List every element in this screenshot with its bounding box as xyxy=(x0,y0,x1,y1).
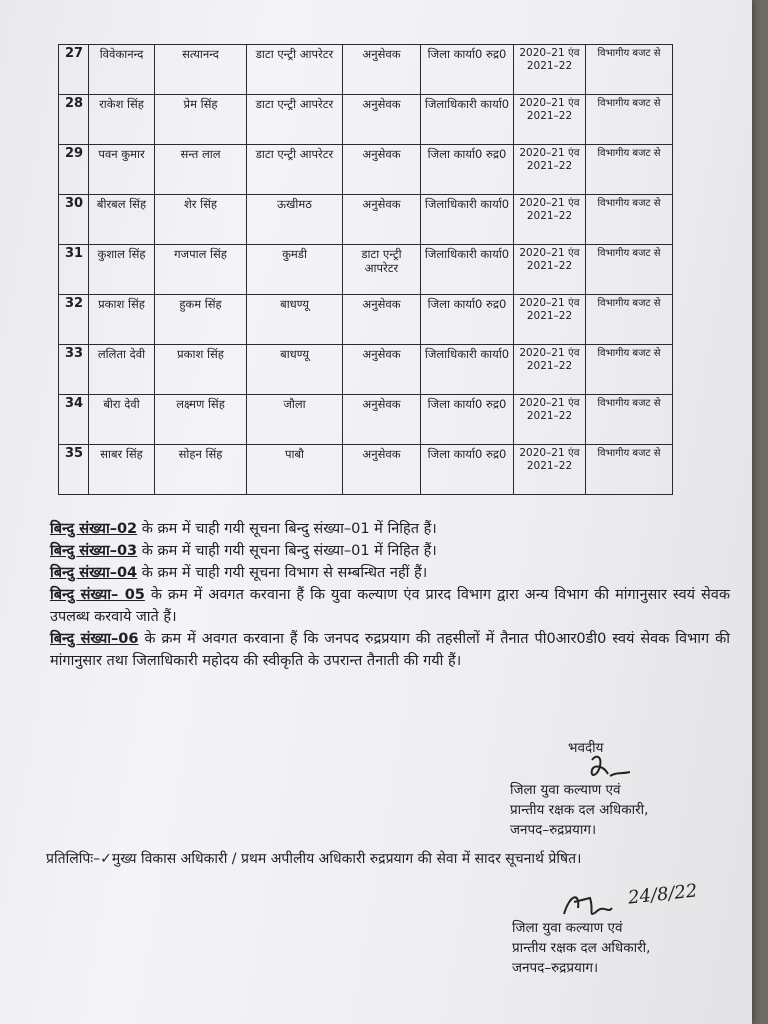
note-text: के क्रम में चाही गयी सूचना बिन्दु संख्या–01 में निहित हैं। xyxy=(137,521,437,537)
table-row xyxy=(59,345,673,395)
place-cell: बाधण्यू xyxy=(247,295,343,345)
father-name-cell: हुकम सिंह xyxy=(155,295,247,345)
table-row xyxy=(59,45,673,95)
check-mark-icon: ✓ xyxy=(100,851,112,867)
designation-line-2: प्रान्तीय रक्षक दल अधिकारी, xyxy=(510,802,649,818)
table-row xyxy=(59,145,673,195)
year-cell: 2020–21 एंव 2021–22 xyxy=(514,445,586,495)
serial-number-cell: 30 xyxy=(59,195,89,245)
father-name-cell: सोहन सिंह xyxy=(155,445,247,495)
office-cell: जिला कार्या0 रुद्र0 xyxy=(421,295,514,345)
name-cell: विवेकानन्द xyxy=(89,45,155,95)
table-row xyxy=(59,295,673,345)
note-label: बिन्दु संख्या–06 xyxy=(50,631,139,647)
serial-number-cell: 34 xyxy=(59,395,89,445)
serial-number-cell: 29 xyxy=(59,145,89,195)
name-cell: पवन कुमार xyxy=(89,145,155,195)
note-label: बिन्दु संख्या–04 xyxy=(50,565,138,581)
note-label: बिन्दु संख्या–02 xyxy=(50,521,138,537)
designation-line-1: जिला युवा कल्याण एवं xyxy=(512,920,623,936)
serial-number-cell: 27 xyxy=(59,45,89,95)
post-cell: अनुसेवक xyxy=(343,95,421,145)
table-row xyxy=(59,195,673,245)
post-cell: अनुसेवक xyxy=(343,445,421,495)
note-02 xyxy=(50,518,730,540)
note-text: के क्रम में अवगत करवाना हैं कि युवा कल्याण एंव प्रारद विभाग द्वारा अन्य विभाग की मांगानुसार स्वयं सेवक उपलब्ध करवाये जाते हैं। xyxy=(50,587,730,625)
father-name-cell: सन्त लाल xyxy=(155,145,247,195)
office-cell: जिलाधिकारी कार्या0 xyxy=(421,345,514,395)
table-row xyxy=(59,95,673,145)
signature-block-1 xyxy=(510,738,730,840)
volunteer-table-wrapper xyxy=(58,44,672,495)
note-06 xyxy=(50,628,730,672)
note-05 xyxy=(50,584,730,628)
table-body xyxy=(59,45,673,495)
place-cell: डाटा एन्ट्री आपरेटर xyxy=(247,95,343,145)
name-cell: प्रकाश सिंह xyxy=(89,295,155,345)
place-cell: पाबौ xyxy=(247,445,343,495)
budget-cell: विभागीय बजट से xyxy=(586,345,673,395)
note-text: के क्रम में अवगत करवाना हैं कि जनपद रुद्रप्रयाग की तहसीलों में तैनात पी0आर0डी0 स्वयं सेवक विभाग की मांगानुसार तथा जिलाधिकारी महोदय की स्वीकृति के उपरान्त तैनाती की गयी हैं। xyxy=(50,631,730,669)
copy-label: प्रतिलिपिः– xyxy=(46,851,101,867)
serial-number-cell: 28 xyxy=(59,95,89,145)
place-cell: ऊखीमठ xyxy=(247,195,343,245)
table-row xyxy=(59,445,673,495)
office-cell: जिलाधिकारी कार्या0 xyxy=(421,95,514,145)
year-cell: 2020–21 एंव 2021–22 xyxy=(514,95,586,145)
name-cell: बीरा देवी xyxy=(89,395,155,445)
father-name-cell: गजपाल सिंह xyxy=(155,245,247,295)
place-cell: डाटा एन्ट्री आपरेटर xyxy=(247,45,343,95)
place-cell: डाटा एन्ट्री आपरेटर xyxy=(247,145,343,195)
note-text: के क्रम में चाही गयी सूचना विभाग से सम्बन्धित नहीं हैं। xyxy=(137,565,428,581)
serial-number-cell: 31 xyxy=(59,245,89,295)
volunteer-table xyxy=(58,44,673,495)
serial-number-cell: 35 xyxy=(59,445,89,495)
place-cell: कुमडी xyxy=(247,245,343,295)
post-cell: अनुसेवक xyxy=(343,395,421,445)
budget-cell: विभागीय बजट से xyxy=(586,245,673,295)
office-cell: जिला कार्या0 रुद्र0 xyxy=(421,395,514,445)
post-cell: अनुसेवक xyxy=(343,145,421,195)
office-cell: जिला कार्या0 रुद्र0 xyxy=(421,145,514,195)
note-04 xyxy=(50,562,730,584)
note-label: बिन्दु संख्या– 05 xyxy=(50,587,145,603)
signature-block-2 xyxy=(512,918,742,978)
copy-to-section xyxy=(46,848,736,870)
budget-cell: विभागीय बजट से xyxy=(586,295,673,345)
notes-section xyxy=(50,518,730,672)
post-cell: अनुसेवक xyxy=(343,195,421,245)
name-cell: बीरबल सिंह xyxy=(89,195,155,245)
designation-line-3: जनपद–रुद्रप्रयाग। xyxy=(512,960,599,976)
salutation: भवदीय xyxy=(568,740,604,756)
post-cell: अनुसेवक xyxy=(343,45,421,95)
budget-cell: विभागीय बजट से xyxy=(586,445,673,495)
note-label: बिन्दु संख्या–03 xyxy=(50,543,138,559)
year-cell: 2020–21 एंव 2021–22 xyxy=(514,145,586,195)
post-cell: अनुसेवक xyxy=(343,345,421,395)
father-name-cell: लक्ष्मण सिंह xyxy=(155,395,247,445)
table-row xyxy=(59,245,673,295)
father-name-cell: शेर सिंह xyxy=(155,195,247,245)
note-03 xyxy=(50,540,730,562)
handwritten-date: 24/8/22 xyxy=(627,880,699,909)
place-cell: जौला xyxy=(247,395,343,445)
table-row xyxy=(59,395,673,445)
office-cell: जिला कार्या0 रुद्र0 xyxy=(421,445,514,495)
copy-text: मुख्य विकास अधिकारी / प्रथम अपीलीय अधिकारी रुद्रप्रयाग की सेवा में सादर सूचनार्थ प्रेषित। xyxy=(111,851,582,867)
name-cell: राकेश सिंह xyxy=(89,95,155,145)
budget-cell: विभागीय बजट से xyxy=(586,395,673,445)
father-name-cell: सत्यानन्द xyxy=(155,45,247,95)
budget-cell: विभागीय बजट से xyxy=(586,45,673,95)
name-cell: ललिता देवी xyxy=(89,345,155,395)
name-cell: साबर सिंह xyxy=(89,445,155,495)
year-cell: 2020–21 एंव 2021–22 xyxy=(514,45,586,95)
post-cell: डाटा एन्ट्री आपरेटर xyxy=(343,245,421,295)
post-cell: अनुसेवक xyxy=(343,295,421,345)
father-name-cell: प्रकाश सिंह xyxy=(155,345,247,395)
name-cell: कुशाल सिंह xyxy=(89,245,155,295)
office-cell: जिलाधिकारी कार्या0 xyxy=(421,245,514,295)
office-cell: जिला कार्या0 रुद्र0 xyxy=(421,45,514,95)
designation-line-3: जनपद–रुद्रप्रयाग। xyxy=(510,822,597,838)
note-text: के क्रम में चाही गयी सूचना बिन्दु संख्या–01 में निहित हैं। xyxy=(137,543,437,559)
budget-cell: विभागीय बजट से xyxy=(586,145,673,195)
serial-number-cell: 33 xyxy=(59,345,89,395)
serial-number-cell: 32 xyxy=(59,295,89,345)
budget-cell: विभागीय बजट से xyxy=(586,195,673,245)
designation-line-2: प्रान्तीय रक्षक दल अधिकारी, xyxy=(512,940,651,956)
office-cell: जिलाधिकारी कार्या0 xyxy=(421,195,514,245)
year-cell: 2020–21 एंव 2021–22 xyxy=(514,245,586,295)
year-cell: 2020–21 एंव 2021–22 xyxy=(514,345,586,395)
year-cell: 2020–21 एंव 2021–22 xyxy=(514,295,586,345)
budget-cell: विभागीय बजट से xyxy=(586,95,673,145)
year-cell: 2020–21 एंव 2021–22 xyxy=(514,395,586,445)
year-cell: 2020–21 एंव 2021–22 xyxy=(514,195,586,245)
place-cell: बाधण्यू xyxy=(247,345,343,395)
father-name-cell: प्रेम सिंह xyxy=(155,95,247,145)
designation-line-1: जिला युवा कल्याण एवं xyxy=(510,782,621,798)
